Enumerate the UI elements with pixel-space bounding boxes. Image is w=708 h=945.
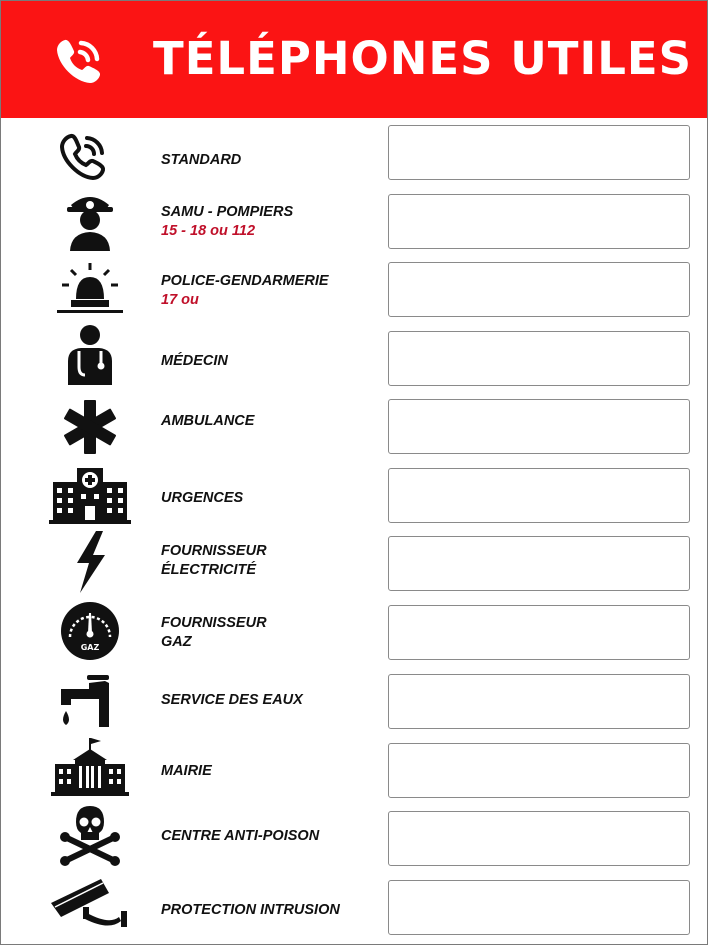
phone-field-protection-intrusion[interactable] [388, 880, 690, 935]
label-urgences: URGENCES [161, 490, 244, 506]
phone-field-service-des-eaux[interactable] [388, 674, 690, 729]
label-service-des-eaux: SERVICE DES EAUX [161, 692, 303, 708]
emergency-numbers: 15 - 18 ou 112 [161, 223, 256, 239]
police-siren-icon [49, 259, 131, 321]
star-of-life-icon [49, 396, 131, 458]
phone-field-samu-pompiers[interactable] [388, 194, 690, 249]
phone-field-centre-anti-poison[interactable] [388, 811, 690, 866]
label-ambulance: AMBULANCE [161, 413, 255, 429]
phone-field-urgences[interactable] [388, 468, 690, 523]
security-camera-icon [49, 873, 131, 935]
phone-field-police-gendarmerie[interactable] [388, 262, 690, 317]
label-samu-pompiers: SAMU - POMPIERS 15 - 18 ou 112 [161, 204, 294, 239]
label-protection-intrusion: PROTECTION INTRUSION [161, 902, 340, 918]
label-standard: STANDARD [161, 152, 242, 168]
police-number: 17 ou [161, 292, 199, 308]
hospital-icon [49, 464, 131, 526]
skull-crossbones-icon [49, 804, 131, 866]
lightning-bolt-icon [49, 531, 131, 593]
label-police-gendarmerie: POLICE-GENDARMERIE 17 ou [161, 273, 329, 308]
header-banner [1, 1, 707, 118]
phone-field-standard[interactable] [388, 125, 690, 180]
phone-ringing-icon [53, 35, 105, 87]
gas-gauge-icon [49, 600, 131, 662]
phone-field-electricite[interactable] [388, 536, 690, 591]
gauge-label: GAZ [80, 643, 100, 652]
label-electricite: FOURNISSEUR ÉLECTRICITÉ [161, 543, 267, 578]
town-hall-icon [49, 736, 131, 798]
page-title: TÉLÉPHONES UTILES [153, 32, 693, 85]
label-medecin: MÉDECIN [161, 353, 228, 369]
water-faucet-icon [49, 669, 131, 731]
phone-field-mairie[interactable] [388, 743, 690, 798]
label-mairie: MAIRIE [161, 763, 212, 779]
label-centre-anti-poison: CENTRE ANTI-POISON [161, 828, 320, 844]
phone-field-medecin[interactable] [388, 331, 690, 386]
firefighter-icon [49, 191, 131, 253]
phone-field-ambulance[interactable] [388, 399, 690, 454]
phone-ringing-icon [49, 128, 131, 190]
phone-field-gaz[interactable] [388, 605, 690, 660]
doctor-icon [49, 323, 131, 385]
label-gaz: FOURNISSEUR GAZ [161, 615, 267, 650]
